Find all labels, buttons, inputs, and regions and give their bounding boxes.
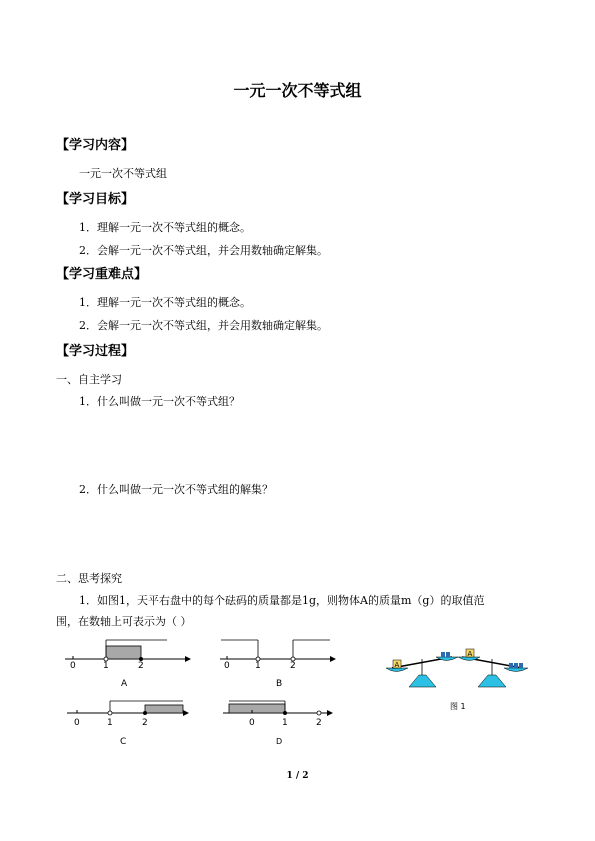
question-1: 1．什么叫做一元一次不等式组？: [79, 395, 240, 408]
option-d-number-line[interactable]: [223, 701, 333, 746]
option-d-label: D: [276, 737, 283, 746]
option-c-tick-0: 0: [74, 718, 80, 728]
option-b-tick-2: 2: [290, 661, 296, 671]
problem-text-line1: 1．如图1，天平右盘中的每个砝码的质量都是1g，则物体A的质量m（g）的取值范: [79, 594, 485, 607]
section-heading-key-points: 【学习重难点】: [56, 267, 148, 282]
option-a-number-line[interactable]: [65, 640, 191, 689]
right-balance: [458, 649, 528, 687]
goal-item-2: 2．会解一元一次不等式组，并会用数轴确定解集。: [79, 244, 328, 257]
option-a-tick-1: 1: [103, 661, 109, 671]
option-a-label: A: [121, 679, 128, 689]
option-c-number-line[interactable]: [67, 701, 189, 747]
part1-heading: 一、自主学习: [56, 373, 122, 386]
goal-item-1: 1．理解一元一次不等式组的概念。: [79, 221, 251, 234]
section-heading-content: 【学习内容】: [56, 138, 135, 153]
option-d-tick-2: 2: [316, 718, 322, 728]
option-d-tick-1: 1: [282, 718, 288, 728]
page-title: 一元一次不等式组: [233, 81, 362, 100]
option-d-tick-0: 0: [249, 718, 255, 728]
key-point-item-1: 1．理解一元一次不等式组的概念。: [79, 296, 251, 309]
option-b-tick-0: 0: [224, 661, 230, 671]
question-2: 2．什么叫做一元一次不等式组的解集？: [79, 483, 273, 496]
option-c-label: C: [120, 737, 127, 747]
right-object-label: A: [467, 650, 473, 658]
left-object-label: A: [394, 661, 400, 669]
option-c-tick-1: 1: [107, 718, 113, 728]
option-c-tick-2: 2: [142, 718, 148, 728]
key-point-item-2: 2．会解一元一次不等式组，并会用数轴确定解集。: [79, 319, 328, 332]
option-b-number-line[interactable]: [220, 640, 336, 689]
number-line-options: [55, 635, 355, 750]
content-text: 一元一次不等式组: [79, 167, 167, 180]
option-b-label: B: [276, 679, 283, 689]
option-b-tick-1: 1: [255, 661, 261, 671]
option-a-tick-0: 0: [70, 661, 76, 671]
page-number: 1 / 2: [286, 771, 309, 781]
left-balance: [386, 652, 458, 687]
section-heading-goals: 【学习目标】: [56, 192, 135, 207]
option-a-tick-2: 2: [138, 661, 144, 671]
part2-heading: 二、思考探究: [56, 572, 122, 585]
problem-text-line2: 围，在数轴上可表示为（ ）: [56, 615, 192, 628]
figure-caption: 图 1: [450, 702, 466, 711]
balance-figure: [382, 645, 532, 715]
section-heading-process: 【学习过程】: [56, 344, 135, 359]
